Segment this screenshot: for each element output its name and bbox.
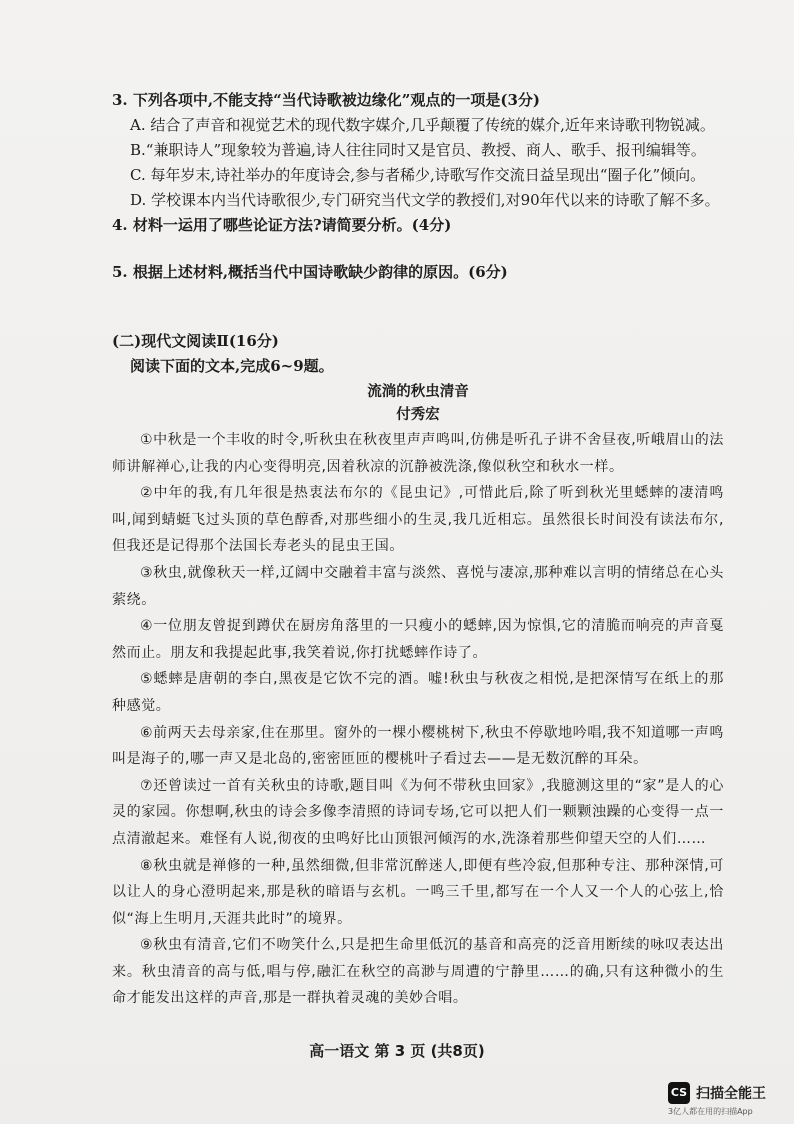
paragraph-4: ④一位朋友曾捉到蹲伏在厨房角落里的一只瘦小的蟋蟀,因为惊惧,它的清脆而响亮的声音戛然而止。朋友和我提起此事,我笑着说,你打扰蟋蟀作诗了。 (112, 618, 724, 661)
scanner-app-name: 扫描全能王 (696, 1086, 766, 1102)
section-instruction: 阅读下面的文本,完成6~9题。 (130, 357, 334, 375)
question-3-stem: 3. 下列各项中,不能支持“当代诗歌被边缘化”观点的一项是(3分) (112, 91, 540, 109)
scanner-logo-icon: CS (668, 1082, 690, 1104)
question-3-option-a: A. 结合了声音和视觉艺术的现代数字媒介,几乎颠覆了传统的媒介,近年来诗歌刊物锐减。 (130, 116, 715, 134)
paragraph-5: ⑤蟋蟀是唐朝的李白,黑夜是它饮不完的酒。嘘!秋虫与秋夜之相悦,是把深情写在纸上的那种感觉。 (112, 671, 724, 714)
answer-space (112, 238, 724, 260)
paragraph-9: ⑨秋虫有清音,它们不吻笑什么,只是把生命里低沉的基音和高亮的泛音用断续的咏叹表达出来。秋虫清音的高与低,唱与停,融汇在秋空的高渺与周遭的宁静里……的确,只有这种微小的生命才能发出这样的声音,那是一群执着灵魂的美妙合唱。 (112, 937, 724, 1007)
article-author: 付秀宏 (396, 407, 440, 423)
paragraph-3: ③秋虫,就像秋天一样,辽阔中交融着丰富与淡然、喜悦与凄凉,那种难以言明的情绪总在心头萦绕。 (112, 564, 724, 608)
paragraph-2: ②中年的我,有几年很是热衷法布尔的《昆虫记》,可惜此后,除了听到秋光里蟋蟀的凄清鸣叫,闻到蜻蜓飞过头顶的草色醇香,对那些细小的生灵,我几近相忘。虽然很长时间没有读法布尔,但我还是记得那个法国长寿老头的昆虫王国。 (112, 485, 724, 555)
page-footer: 高一语文 第 3 页 (共8页) (309, 1042, 485, 1060)
article-title: 流淌的秋虫清音 (367, 384, 469, 400)
question-4: 4. 材料一运用了哪些论证方法?请简要分析。(4分) (112, 216, 452, 234)
scanner-watermark (668, 1082, 778, 1118)
page-content (112, 88, 724, 1012)
paragraph-6: ⑥前两天去母亲家,住在那里。窗外的一棵小樱桃树下,秋虫不停歇地吟唱,我不知道哪一声鸣叫是海子的,哪一声又是北岛的,密密匝匝的樱桃叶子看过去——是无数沉醉的耳朵。 (112, 724, 724, 768)
paragraph-1: ①中秋是一个丰收的时令,听秋虫在秋夜里声声鸣叫,仿佛是听孔子讲不舍昼夜,听峨眉山的法师讲解禅心,让我的内心变得明亮,因着秋凉的沉静被洗涤,像似秋空和秋水一样。 (112, 432, 724, 475)
section-heading: (二)现代文阅读Ⅱ(16分) (112, 332, 279, 350)
question-3-option-c: C. 每年岁末,诗社举办的年度诗会,参与者稀少,诗歌写作交流日益呈现出“圈子化”倾向。 (130, 166, 706, 184)
question-5: 5. 根据上述材料,概括当代中国诗歌缺少韵律的原因。(6分) (112, 263, 508, 281)
question-3-option-b: B.“兼职诗人”现象较为普遍,诗人往往同时又是官员、教授、商人、歌手、报刊编辑等。 (130, 141, 706, 159)
scanner-tagline: 3亿人都在用的扫描App (668, 1107, 753, 1116)
paragraph-8: ⑧秋虫就是禅修的一种,虽然细微,但非常沉醉迷人,即便有些冷寂,但那种专注、那种深情,可以让人的身心澄明起来,那是秋的暗语与玄机。一鸣三千里,都写在一个人又一个人的心弦上,恰似“海上生明月,天涯共此时”的境界。 (112, 857, 724, 927)
paragraph-7: ⑦还曾读过一首有关秋虫的诗歌,题目叫《为何不带秋虫回家》,我臆测这里的“家”是人的心灵的家园。你想啊,秋虫的诗会多像李清照的诗词专场,它可以把人们一颗颗浊躁的心变得一点一点清澈起来。难怪有人说,彻夜的虫鸣好比山顶银河倾泻的水,洗涤着那些仰望天空的人们…… (112, 777, 724, 847)
question-3-option-d: D. 学校课本内当代诗歌很少,专门研究当代文学的教授们,对90年代以来的诗歌了解不多。 (130, 191, 720, 209)
